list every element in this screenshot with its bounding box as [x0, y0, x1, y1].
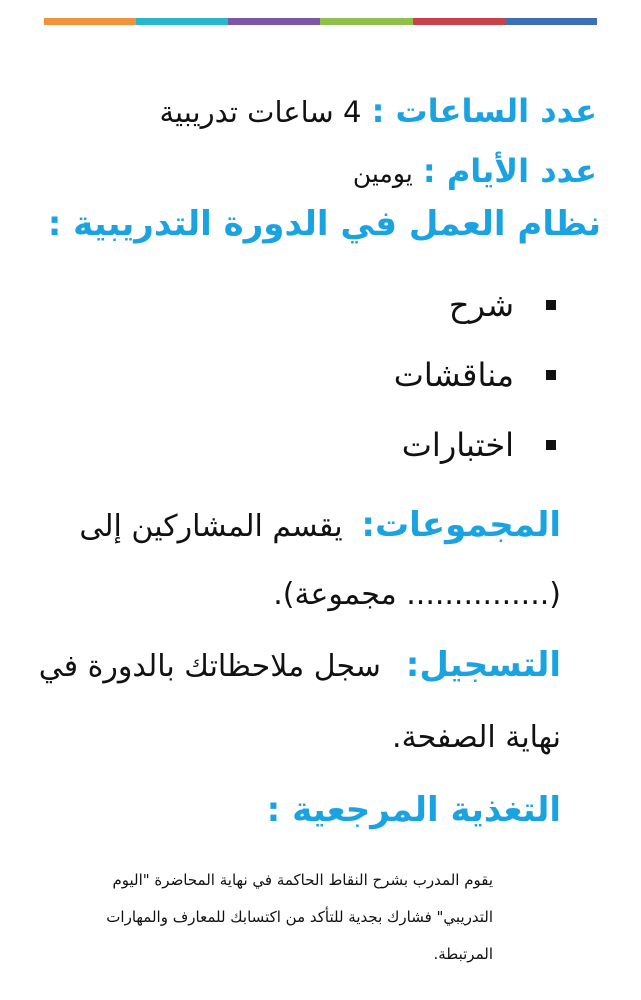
- feedback-label: التغذية المرجعية :: [266, 790, 561, 830]
- method-text: شرح: [448, 286, 514, 324]
- list-item: [394, 340, 556, 410]
- registration-line: [39, 645, 561, 685]
- color-bar-segment: [136, 18, 228, 25]
- groups-value: يقسم المشاركين إلى: [79, 509, 343, 544]
- days-value: يومين: [352, 159, 413, 188]
- groups-label: المجموعات:: [361, 505, 561, 545]
- feedback-heading: [267, 790, 561, 830]
- hours-line: [160, 92, 598, 130]
- method-text: اختبارات: [401, 426, 514, 464]
- hours-label: عدد الساعات :: [371, 92, 597, 130]
- method-text: مناقشات: [393, 356, 514, 394]
- list-item: [394, 270, 556, 340]
- days-line: [353, 152, 597, 190]
- days-label: عدد الأيام :: [422, 152, 597, 190]
- color-bar: [44, 18, 597, 25]
- work-system-heading: [48, 204, 601, 244]
- registration-value-2: نهاية الصفحة.: [392, 720, 561, 755]
- color-bar-segment: [413, 18, 505, 25]
- registration-value: سجل ملاحظاتك بالدورة في: [38, 649, 381, 684]
- list-item: [394, 410, 556, 480]
- groups-line-2: [273, 577, 561, 612]
- bullet-square-icon: [546, 370, 556, 380]
- bullet-square-icon: [546, 300, 556, 310]
- work-system-label: نظام العمل في الدورة التدريبية :: [47, 204, 601, 244]
- registration-label: التسجيل:: [405, 645, 561, 685]
- methods-list: [394, 270, 556, 480]
- feedback-paragraph: يقوم المدرب بشرح النقاط الحاكمة في نهاية المحاضرة "اليوم التدريبي" فشارك بجدية للتأكد من اكتسابك للمعارف والمهارات المرتبطة.: [106, 871, 493, 963]
- color-bar-segment: [320, 18, 412, 25]
- color-bar-segment: [228, 18, 320, 25]
- groups-count-blank: (............... مجموعة).: [273, 577, 561, 612]
- hours-value: 4 ساعات تدريبية: [159, 95, 362, 129]
- registration-line-2: [392, 720, 561, 755]
- color-bar-segment: [44, 18, 136, 25]
- bullet-square-icon: [546, 440, 556, 450]
- groups-line: [79, 505, 561, 545]
- color-bar-segment: [505, 18, 597, 25]
